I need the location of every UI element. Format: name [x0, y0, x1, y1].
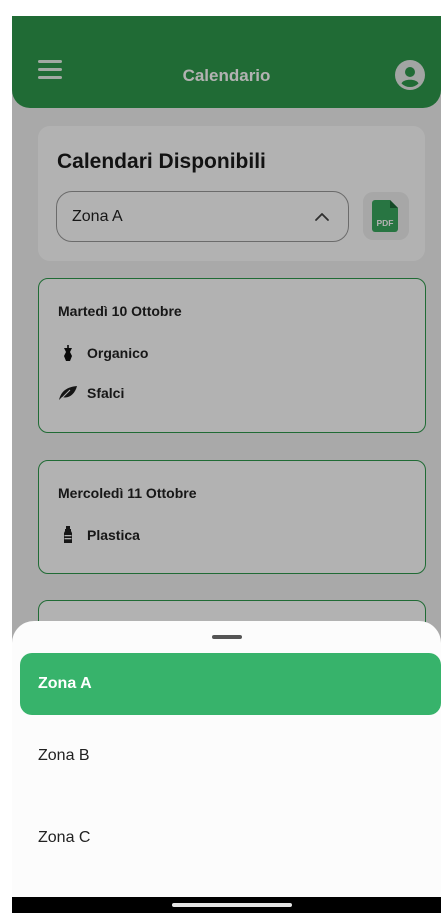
zone-card-heading: Calendari Disponibili [57, 150, 266, 173]
zone-option-label: Zona C [38, 829, 91, 846]
zone-option-a[interactable] [20, 653, 441, 715]
zone-option-c[interactable] [20, 807, 441, 869]
zone-bottom-sheet [12, 621, 441, 913]
app-screen [12, 16, 441, 913]
zone-option-label: Zona A [38, 675, 92, 692]
home-gesture-pill[interactable] [172, 903, 292, 907]
waste-label: Sfalci [87, 385, 125, 401]
waste-label: Plastica [87, 527, 140, 543]
drag-handle[interactable] [212, 635, 242, 639]
pdf-label: PDF [376, 218, 394, 228]
day-date: Mercoledì 11 Ottobre [58, 485, 197, 501]
zone-option-b[interactable] [20, 725, 441, 787]
zone-dropdown-value: Zona A [72, 208, 123, 225]
zone-option-label: Zona B [38, 747, 90, 764]
waste-label: Organico [87, 345, 149, 361]
page-title: Calendario [182, 66, 271, 85]
system-nav-bar [12, 897, 441, 913]
day-date: Martedì 10 Ottobre [58, 303, 182, 319]
